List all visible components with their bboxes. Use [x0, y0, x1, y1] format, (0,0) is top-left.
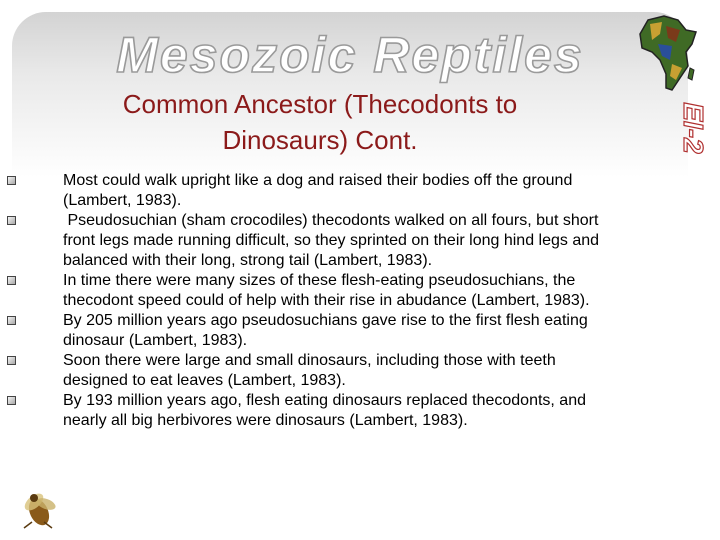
bullet-line: dinosaur (Lambert, 1983). [63, 332, 248, 349]
bullet-line: Soon there were large and small dinosaurs, including those with teeth [63, 352, 556, 369]
bullet-line: By 205 million years ago pseudosuchians gave rise to the first flesh eating [63, 312, 588, 329]
square-bullet-icon [7, 176, 16, 185]
bullet-item [56, 351, 656, 391]
bullet-line: In time there were many sizes of these flesh-eating pseudosuchians, the [63, 272, 576, 289]
square-bullet-icon [7, 396, 16, 405]
square-bullet-icon [7, 316, 16, 325]
slide-title: Common Ancestor (Thecodonts to Dinosaurs) Cont. [122, 89, 518, 155]
bullet-line: By 193 million years ago, flesh eating dinosaurs replaced thecodonts, and [63, 392, 586, 409]
bullet-line: nearly all big herbivores were dinosaurs (Lambert, 1983). [63, 412, 468, 429]
banner-title [100, 22, 600, 92]
bullet-item [56, 311, 656, 351]
bullet-line: (Lambert, 1983). [63, 192, 182, 209]
bullet-line: Pseudosuchian (sham crocodiles) thecodonts walked on all fours, but short [63, 212, 599, 229]
bullet-item [56, 271, 656, 311]
bullet-item [56, 171, 656, 211]
bullet-line: Most could walk upright like a dog and raised their bodies off the ground [63, 172, 573, 189]
square-bullet-icon [7, 356, 16, 365]
insect-icon [12, 486, 66, 530]
square-bullet-icon [7, 276, 16, 285]
bullet-line: designed to eat leaves (Lambert, 1983). [63, 372, 346, 389]
bullet-list [56, 171, 656, 431]
bullet-item [56, 391, 656, 431]
logo [630, 10, 710, 170]
bullet-item [56, 211, 656, 271]
bullet-line: thecodont speed could of help with their rise in abudance (Lambert, 1983). [63, 292, 590, 309]
bullet-line: front legs made running difficult, so they sprinted on their long hind legs and [63, 232, 600, 249]
square-bullet-icon [7, 216, 16, 225]
logo-code-text: EI-2 [678, 102, 709, 154]
africa-map-icon [640, 16, 696, 90]
bullet-line: balanced with their long, strong tail (Lambert, 1983). [63, 252, 433, 269]
banner-text: Mesozoic Reptiles [116, 27, 584, 83]
